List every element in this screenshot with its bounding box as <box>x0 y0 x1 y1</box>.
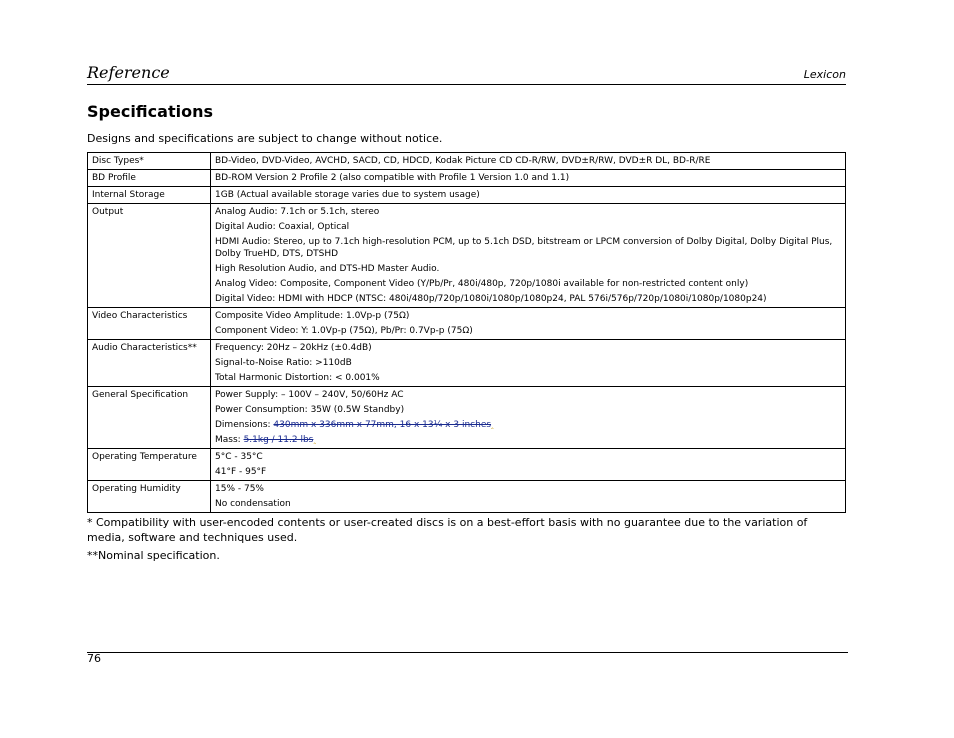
spec-label: General Specification <box>88 387 211 449</box>
table-row <box>88 387 846 449</box>
spec-line: Total Harmonic Distortion: < 0.001% <box>215 373 380 383</box>
edit-caret-icon: ‸ <box>491 420 494 429</box>
spec-line: 41°F - 95°F <box>215 467 267 477</box>
spec-label: Audio Characteristics** <box>88 340 211 387</box>
specs-notice: Designs and specifications are subject to change without notice. <box>87 132 443 145</box>
spec-line: BD-Video, DVD-Video, AVCHD, SACD, CD, HDCD, Kodak Picture CD CD-R/RW, DVD±R/RW, DVD±R DL, BD-R/RE <box>215 156 711 166</box>
spec-label: Operating Humidity <box>88 481 211 513</box>
edit-caret-icon: ‸ <box>313 435 317 444</box>
spec-label: Operating Temperature <box>88 449 211 481</box>
spec-value <box>211 449 846 481</box>
spec-value <box>211 187 846 204</box>
table-row <box>88 449 846 481</box>
spec-line: Frequency: 20Hz – 20kHz (±0.4dB) <box>215 343 372 353</box>
compatibility-footnote: * Compatibility with user-encoded contents or user-created discs is on a best-effort basis with no guarantee due to the variation of media, software and techniques used. <box>87 516 808 544</box>
table-row <box>88 204 846 308</box>
brand-name: Lexicon <box>803 68 846 81</box>
spec-value <box>211 387 846 449</box>
spec-line: Component Video: Y: 1.0Vp-p (75Ω), Pb/Pr: 0.7Vp-p (75Ω) <box>215 326 473 336</box>
spec-line: Composite Video Amplitude: 1.0Vp-p (75Ω) <box>215 311 410 321</box>
spec-line: 5°C - 35°C <box>215 452 263 462</box>
spec-label: BD Profile <box>88 170 211 187</box>
spec-line: Digital Video: HDMI with HDCP (NTSC: 480i/480p/720p/1080i/1080p/1080p24, PAL 576i/576p/720p/1080i/1080p/1080p24) <box>215 294 767 304</box>
spec-value <box>211 170 846 187</box>
spec-value <box>211 481 846 513</box>
spec-line: Power Consumption: 35W (0.5W Standby) <box>215 405 405 415</box>
spec-line: HDMI Audio: Stereo, up to 7.1ch high-resolution PCM, up to 5.1ch DSD, bitstream or LPCM conversion of Dolby Digital, Dolby Digital Plus, Dolby TrueHD, DTS, DTSHD <box>215 237 833 259</box>
table-row <box>88 170 846 187</box>
spec-label: Disc Types* <box>88 153 211 170</box>
page-number: 76 <box>87 652 101 665</box>
spec-line: BD-ROM Version 2 Profile 2 (also compatible with Profile 1 Version 1.0 and 1.1) <box>215 173 570 183</box>
spec-line: High Resolution Audio, and DTS-HD Master Audio. <box>215 264 440 274</box>
footer-divider <box>87 652 848 653</box>
mass-line <box>215 434 841 446</box>
spec-line: Signal-to-Noise Ratio: >110dB <box>215 358 352 368</box>
spec-value <box>211 340 846 387</box>
table-row <box>88 153 846 170</box>
mass-struck-value: 5.1kg / 11.2 lbs <box>243 435 314 445</box>
spec-label: Output <box>88 204 211 308</box>
table-row <box>88 308 846 340</box>
dimensions-prefix: Dimensions: <box>215 420 274 430</box>
spec-line: Power Supply: – 100V – 240V, 50/60Hz AC <box>215 390 404 400</box>
spec-line: Digital Audio: Coaxial, Optical <box>215 222 350 232</box>
spec-value <box>211 153 846 170</box>
dimensions-struck-value: 430mm x 336mm x 77mm, 16 x 13¼ x 3 inches <box>273 420 492 430</box>
spec-line: 1GB (Actual available storage varies due to system usage) <box>215 190 480 200</box>
spec-label: Internal Storage <box>88 187 211 204</box>
nominal-footnote: **Nominal specification. <box>87 549 220 562</box>
page-title: Specifications <box>87 102 213 121</box>
header-divider <box>87 84 846 85</box>
spec-line: 15% - 75% <box>215 484 264 494</box>
table-row <box>88 340 846 387</box>
spec-line: Analog Audio: 7.1ch or 5.1ch, stereo <box>215 207 380 217</box>
spec-label: Video Characteristics <box>88 308 211 340</box>
dimensions-line <box>215 419 841 431</box>
spec-line: Analog Video: Composite, Component Video (Y/Pb/Pr, 480i/480p, 720p/1080i available for non-restricted content only) <box>215 279 749 289</box>
spec-value <box>211 308 846 340</box>
table-row <box>88 187 846 204</box>
section-title: Reference <box>87 63 170 82</box>
mass-prefix: Mass: <box>215 435 244 445</box>
spec-line: No condensation <box>215 499 291 509</box>
specifications-table <box>87 152 846 513</box>
spec-value <box>211 204 846 308</box>
table-row <box>88 481 846 513</box>
